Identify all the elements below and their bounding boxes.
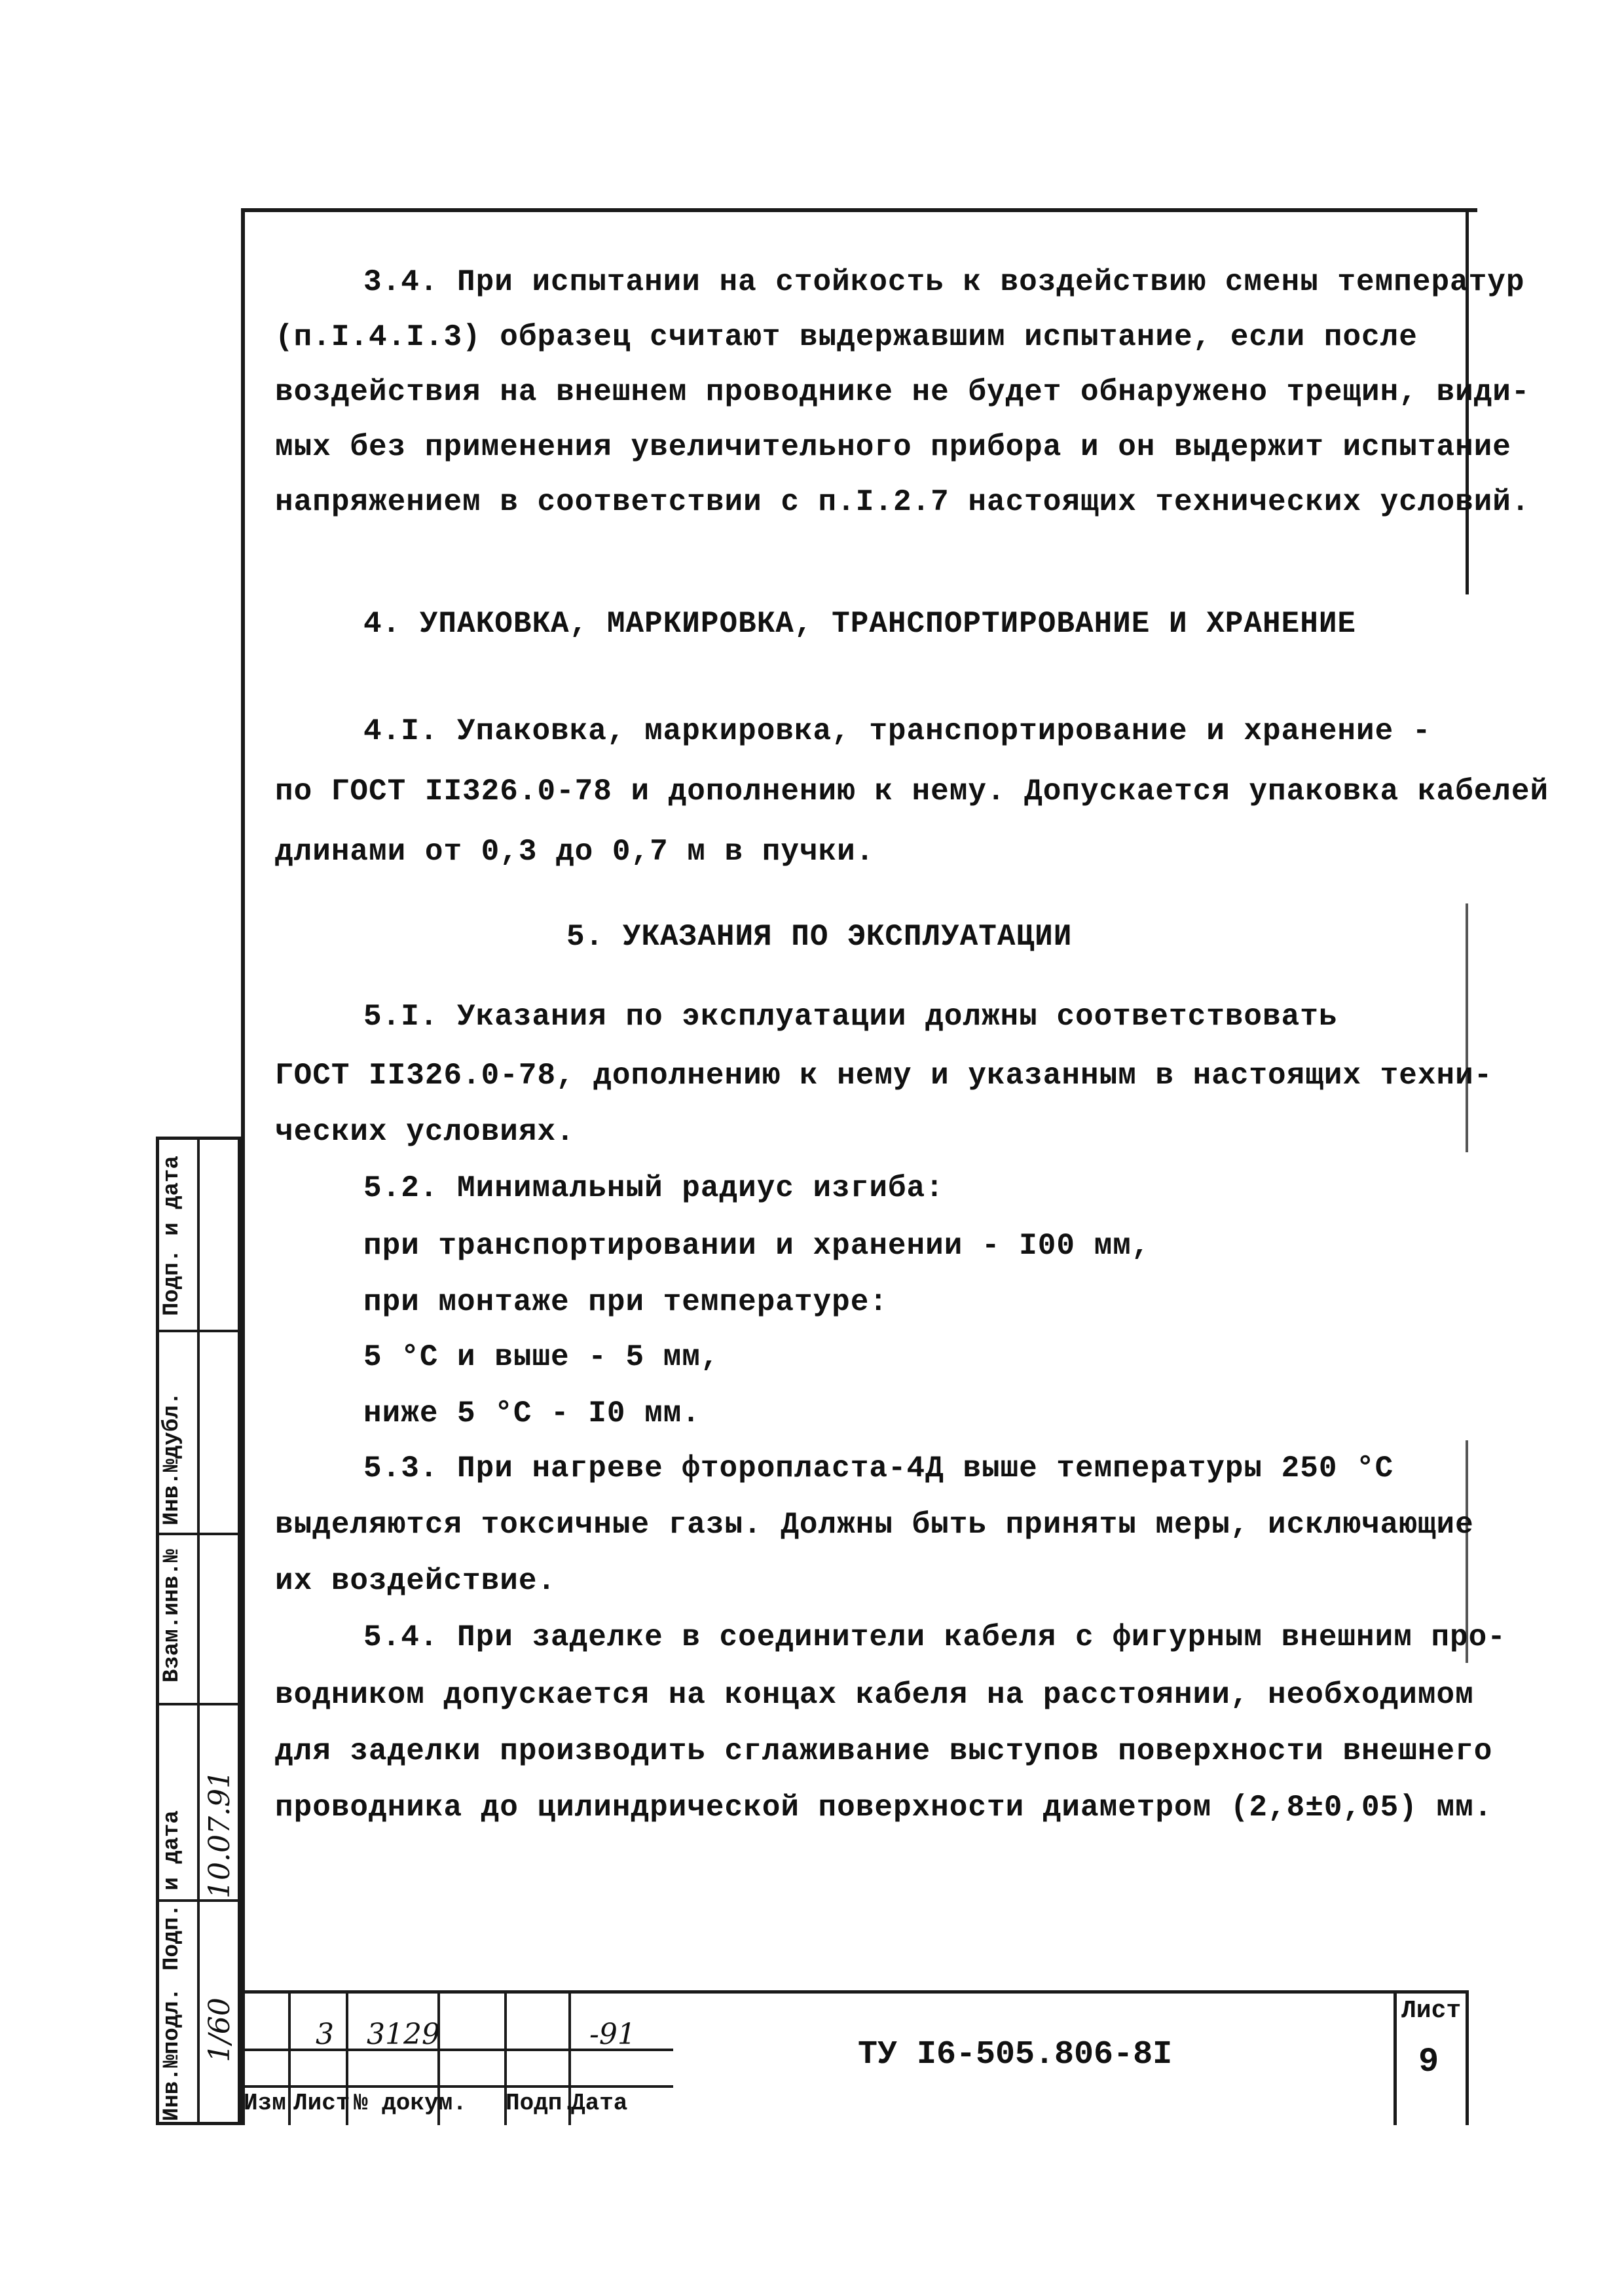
stamp-handwritten-date: 10.07.91 xyxy=(203,1770,236,1899)
paragraph-4-1-line-3: длинами от 0,3 до 0,7 м в пучки. xyxy=(275,835,875,869)
frame-top-border xyxy=(241,208,1477,212)
stamp-row-divider xyxy=(159,1330,238,1332)
paragraph-5-1-line-1: 5.I. Указания по эксплуатации должны соответствовать xyxy=(363,1000,1338,1034)
paragraph-4-1-line-1: 4.I. Упаковка, маркировка, транспортирование и хранение - xyxy=(363,714,1431,748)
title-block-sheet-value: 3 xyxy=(316,2018,334,2051)
paragraph-5-3-line-2: выделяются токсичные газы. Должны быть приняты меры, исключающие xyxy=(275,1508,1474,1542)
frame-right-border-fragment xyxy=(1466,903,1468,1152)
paragraph-5-2-line-3: при монтаже при температуре: xyxy=(363,1285,888,1319)
title-block-divider xyxy=(288,1994,291,2125)
title-block-header-izm: Изм xyxy=(244,2090,286,2117)
paragraph-5-4-line-2: водником допускается на концах кабеля на расстоянии, необходимом xyxy=(275,1678,1474,1712)
title-block-header-doc: № докум. xyxy=(354,2090,467,2117)
paragraph-5-1-line-3: ческих условиях. xyxy=(275,1115,575,1149)
paragraph-5-3-line-1: 5.3. При нагреве фторопласта-4Д выше температуры 250 °С xyxy=(363,1451,1394,1485)
paragraph-4-1-line-2: по ГОСТ II326.0-78 и дополнению к нему. Допускается упаковка кабелей xyxy=(275,774,1549,809)
paragraph-5-3-line-3: их воздействие. xyxy=(275,1564,557,1598)
stamp-label-vzam-inv: Взам.инв.№ xyxy=(160,1548,185,1683)
paragraph-5-1-line-2: ГОСТ II326.0-78, дополнению к нему и указанным в настоящих техни- xyxy=(275,1059,1493,1093)
paragraph-3-4-line-1: 3.4. При испытании на стойкость к воздействию смены температур xyxy=(363,265,1525,299)
title-block-row-line xyxy=(241,2085,673,2088)
stamp-label-podp-data-2: Подп. и дата xyxy=(160,1156,185,1316)
title-block-date-value: -91 xyxy=(589,2018,636,2051)
sheet-number: 9 xyxy=(1418,2043,1439,2081)
stamp-handwritten-number: 1/60 xyxy=(203,1997,236,2062)
paragraph-5-4-line-3: для заделки производить сглаживание выступов поверхности внешнего xyxy=(275,1734,1493,1768)
paragraph-5-2-line-4: 5 °С и выше - 5 мм, xyxy=(363,1340,720,1374)
stamp-label-inv-dubl: Инв.№дубл. xyxy=(160,1391,185,1525)
stamp-row-divider xyxy=(159,1703,238,1705)
paragraph-3-4-line-5: напряжением в соответствии с п.I.2.7 настоящих технических условий. xyxy=(275,485,1530,519)
paragraph-5-2-line-2: при транспортировании и хранении - I00 мм, xyxy=(363,1229,1151,1263)
title-block-header-data: Дата xyxy=(571,2090,628,2117)
paragraph-5-2-line-1: 5.2. Минимальный радиус изгиба: xyxy=(363,1171,944,1205)
sheet-label: Лист xyxy=(1401,1997,1462,2025)
paragraph-3-4-line-4: мых без применения увеличительного прибора и он выдержит испытание xyxy=(275,430,1511,464)
title-block-doc-value: 3129 xyxy=(367,2018,440,2051)
frame-left-border xyxy=(241,208,245,2125)
section-heading-4: 4. УПАКОВКА, МАРКИРОВКА, ТРАНСПОРТИРОВАНИЕ И ХРАНЕНИЕ xyxy=(363,607,1357,641)
paragraph-5-4-line-1: 5.4. При заделке в соединители кабеля с фигурным внешним про- xyxy=(363,1620,1506,1654)
stamp-label-podp-data-1: Подп. и дата xyxy=(160,1810,185,1971)
paragraph-5-4-line-4: проводника до цилиндрической поверхности диаметром (2,8±0,05) мм. xyxy=(275,1791,1493,1825)
title-block-header-podp: Подп. xyxy=(506,2090,577,2117)
paragraph-5-2-line-5: ниже 5 °С - I0 мм. xyxy=(363,1396,701,1430)
stamp-row-divider xyxy=(159,1533,238,1535)
title-block-header-list: Лист xyxy=(293,2090,350,2117)
document-code: ТУ I6-505.806-8I xyxy=(858,2036,1173,2073)
section-heading-5: 5. УКАЗАНИЯ ПО ЭКСПЛУАТАЦИИ xyxy=(566,920,1073,954)
paragraph-3-4-line-2: (п.I.4.I.3) образец считают выдержавшим испытание, если после xyxy=(275,320,1418,354)
stamp-label-inv-podl: Инв.№подл. xyxy=(160,1987,185,2121)
paragraph-3-4-line-3: воздействия на внешнем проводнике не будет обнаружено трещин, види- xyxy=(275,375,1530,409)
